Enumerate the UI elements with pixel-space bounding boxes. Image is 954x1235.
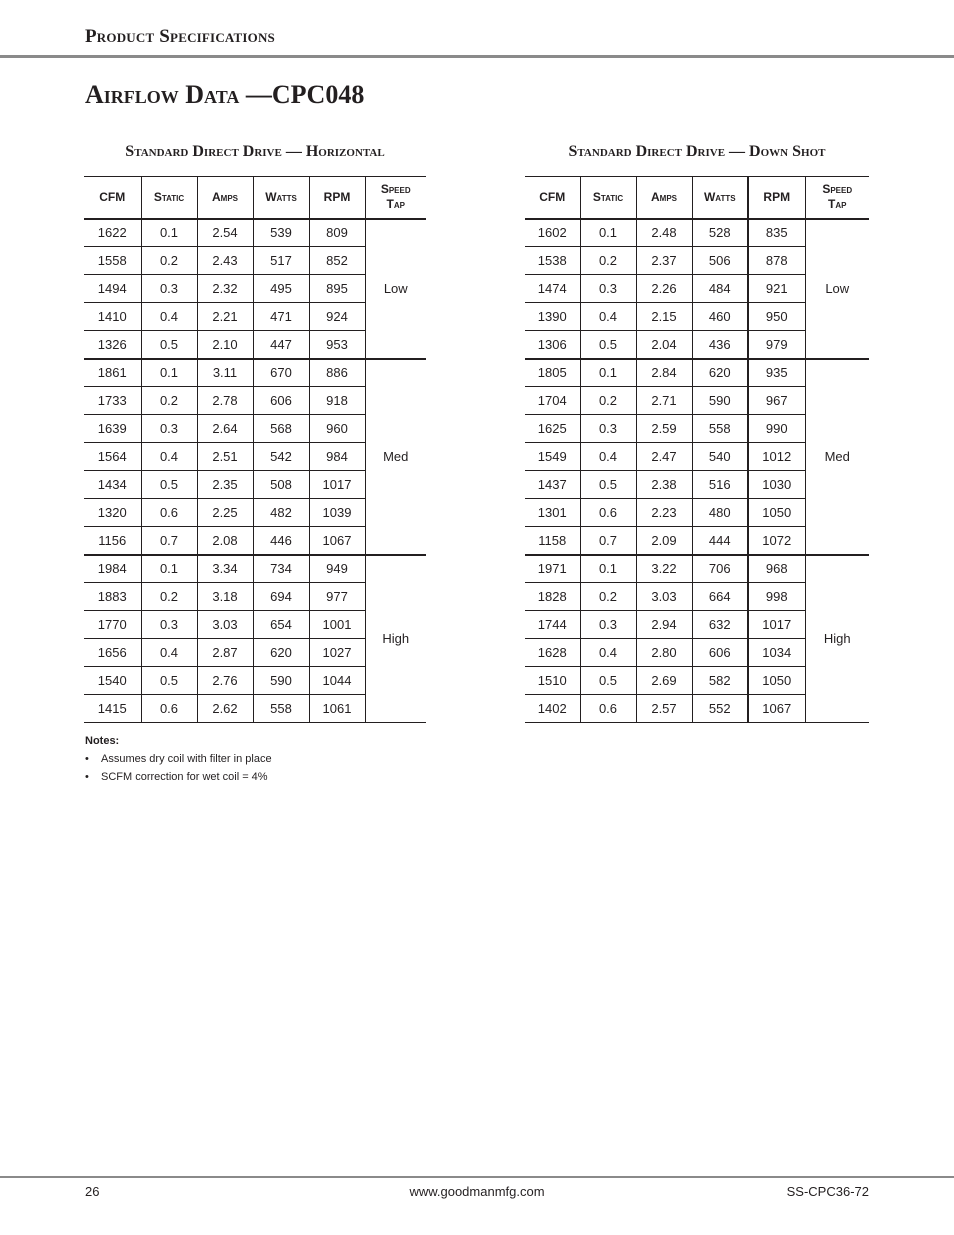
cell-watts: 606 bbox=[692, 639, 748, 667]
cell-watts: 444 bbox=[692, 527, 748, 555]
cell-amps: 2.48 bbox=[636, 219, 692, 247]
horizontal-table-title: Standard Direct Drive — Horizontal bbox=[125, 143, 385, 160]
cell-static: 0.3 bbox=[141, 415, 197, 443]
cell-watts: 508 bbox=[253, 471, 309, 499]
notes bbox=[85, 732, 272, 786]
cell-static: 0.2 bbox=[141, 387, 197, 415]
horizontal-table-body bbox=[84, 219, 426, 723]
cell-watts: 552 bbox=[692, 695, 748, 723]
cell-rpm: 977 bbox=[309, 583, 365, 611]
cell-cfm: 1744 bbox=[525, 611, 580, 639]
cell-watts: 734 bbox=[253, 555, 309, 583]
cell-rpm: 852 bbox=[309, 247, 365, 275]
cell-watts: 558 bbox=[692, 415, 748, 443]
cell-cfm: 1639 bbox=[84, 415, 141, 443]
bullet-icon: • bbox=[85, 771, 89, 783]
table-row bbox=[84, 219, 426, 247]
cell-rpm: 886 bbox=[309, 359, 365, 387]
header-speed-tap bbox=[805, 177, 869, 219]
cell-cfm: 1437 bbox=[525, 471, 580, 499]
cell-static: 0.3 bbox=[580, 275, 636, 303]
cell-rpm: 1017 bbox=[309, 471, 365, 499]
cell-rpm: 878 bbox=[748, 247, 805, 275]
cell-amps: 2.51 bbox=[197, 443, 253, 471]
cell-rpm: 1067 bbox=[748, 695, 805, 723]
cell-watts: 620 bbox=[692, 359, 748, 387]
header-speed-tap-label: Speed Tap bbox=[380, 182, 411, 212]
cell-rpm: 968 bbox=[748, 555, 805, 583]
cell-static: 0.3 bbox=[141, 611, 197, 639]
cell-rpm: 935 bbox=[748, 359, 805, 387]
cell-static: 0.4 bbox=[141, 303, 197, 331]
cell-rpm: 895 bbox=[309, 275, 365, 303]
cell-static: 0.3 bbox=[141, 275, 197, 303]
cell-amps: 2.09 bbox=[636, 527, 692, 555]
header-cfm: CFM bbox=[84, 177, 141, 219]
cell-cfm: 1828 bbox=[525, 583, 580, 611]
cell-rpm: 1030 bbox=[748, 471, 805, 499]
cell-cfm: 1564 bbox=[84, 443, 141, 471]
cell-amps: 2.71 bbox=[636, 387, 692, 415]
cell-watts: 590 bbox=[692, 387, 748, 415]
cell-cfm: 1733 bbox=[84, 387, 141, 415]
cell-cfm: 1402 bbox=[525, 695, 580, 723]
cell-amps: 3.34 bbox=[197, 555, 253, 583]
table-row bbox=[525, 219, 869, 247]
downshot-table-title: Standard Direct Drive — Down Shot bbox=[568, 143, 826, 160]
cell-static: 0.5 bbox=[141, 471, 197, 499]
cell-watts: 480 bbox=[692, 499, 748, 527]
cell-cfm: 1474 bbox=[525, 275, 580, 303]
cell-static: 0.1 bbox=[141, 219, 197, 247]
cell-rpm: 1050 bbox=[748, 499, 805, 527]
cell-static: 0.7 bbox=[141, 527, 197, 555]
cell-amps: 2.04 bbox=[636, 331, 692, 359]
cell-cfm: 1306 bbox=[525, 331, 580, 359]
cell-amps: 2.87 bbox=[197, 639, 253, 667]
cell-cfm: 1390 bbox=[525, 303, 580, 331]
note-item bbox=[85, 750, 272, 768]
header-watts: Watts bbox=[692, 177, 748, 219]
cell-speed-tap: Low bbox=[365, 219, 426, 359]
cell-cfm: 1549 bbox=[525, 443, 580, 471]
cell-static: 0.6 bbox=[141, 499, 197, 527]
cell-rpm: 835 bbox=[748, 219, 805, 247]
header-rpm: RPM bbox=[309, 177, 365, 219]
downshot-table-body bbox=[525, 219, 869, 723]
note-text: SCFM correction for wet coil = 4% bbox=[101, 771, 268, 783]
cell-amps: 2.59 bbox=[636, 415, 692, 443]
cell-watts: 558 bbox=[253, 695, 309, 723]
footer-divider bbox=[0, 1176, 954, 1178]
header-speed-tap bbox=[365, 177, 426, 219]
cell-cfm: 1861 bbox=[84, 359, 141, 387]
cell-watts: 590 bbox=[253, 667, 309, 695]
cell-speed-tap: Med bbox=[365, 359, 426, 555]
cell-static: 0.6 bbox=[580, 695, 636, 723]
cell-speed-tap: Med bbox=[805, 359, 869, 555]
cell-watts: 542 bbox=[253, 443, 309, 471]
cell-cfm: 1494 bbox=[84, 275, 141, 303]
cell-rpm: 1001 bbox=[309, 611, 365, 639]
table-row bbox=[84, 555, 426, 583]
cell-amps: 2.08 bbox=[197, 527, 253, 555]
cell-static: 0.4 bbox=[141, 639, 197, 667]
cell-amps: 2.80 bbox=[636, 639, 692, 667]
cell-static: 0.5 bbox=[141, 331, 197, 359]
cell-cfm: 1540 bbox=[84, 667, 141, 695]
cell-rpm: 1061 bbox=[309, 695, 365, 723]
cell-amps: 2.21 bbox=[197, 303, 253, 331]
cell-rpm: 1039 bbox=[309, 499, 365, 527]
cell-watts: 436 bbox=[692, 331, 748, 359]
cell-amps: 3.11 bbox=[197, 359, 253, 387]
cell-rpm: 1067 bbox=[309, 527, 365, 555]
note-text: Assumes dry coil with filter in place bbox=[101, 753, 272, 765]
cell-rpm: 1027 bbox=[309, 639, 365, 667]
cell-static: 0.2 bbox=[580, 387, 636, 415]
cell-cfm: 1415 bbox=[84, 695, 141, 723]
cell-amps: 2.78 bbox=[197, 387, 253, 415]
cell-watts: 506 bbox=[692, 247, 748, 275]
bullet-icon: • bbox=[85, 753, 89, 765]
header-speed-tap-label: Speed Tap bbox=[822, 182, 853, 212]
cell-watts: 517 bbox=[253, 247, 309, 275]
cell-static: 0.1 bbox=[580, 555, 636, 583]
cell-speed-tap: Low bbox=[805, 219, 869, 359]
header-static: Static bbox=[141, 177, 197, 219]
cell-rpm: 921 bbox=[748, 275, 805, 303]
cell-rpm: 967 bbox=[748, 387, 805, 415]
cell-rpm: 1034 bbox=[748, 639, 805, 667]
cell-amps: 3.03 bbox=[197, 611, 253, 639]
cell-static: 0.4 bbox=[141, 443, 197, 471]
cell-amps: 2.57 bbox=[636, 695, 692, 723]
cell-amps: 2.35 bbox=[197, 471, 253, 499]
cell-amps: 2.76 bbox=[197, 667, 253, 695]
cell-watts: 482 bbox=[253, 499, 309, 527]
header-title: Product Specifications bbox=[85, 26, 275, 47]
cell-static: 0.7 bbox=[580, 527, 636, 555]
header-amps: Amps bbox=[197, 177, 253, 219]
cell-rpm: 809 bbox=[309, 219, 365, 247]
cell-static: 0.1 bbox=[580, 359, 636, 387]
cell-cfm: 1704 bbox=[525, 387, 580, 415]
cell-static: 0.2 bbox=[141, 583, 197, 611]
cell-amps: 2.43 bbox=[197, 247, 253, 275]
cell-rpm: 960 bbox=[309, 415, 365, 443]
cell-cfm: 1301 bbox=[525, 499, 580, 527]
cell-static: 0.1 bbox=[580, 219, 636, 247]
header-static: Static bbox=[580, 177, 636, 219]
cell-static: 0.2 bbox=[141, 247, 197, 275]
cell-static: 0.2 bbox=[580, 583, 636, 611]
cell-cfm: 1971 bbox=[525, 555, 580, 583]
cell-watts: 568 bbox=[253, 415, 309, 443]
cell-amps: 3.18 bbox=[197, 583, 253, 611]
cell-amps: 3.03 bbox=[636, 583, 692, 611]
cell-cfm: 1156 bbox=[84, 527, 141, 555]
cell-watts: 539 bbox=[253, 219, 309, 247]
cell-rpm: 950 bbox=[748, 303, 805, 331]
cell-rpm: 1050 bbox=[748, 667, 805, 695]
page-title: Airflow Data —CPC048 bbox=[85, 80, 365, 109]
notes-heading: Notes: bbox=[85, 735, 120, 747]
cell-amps: 2.94 bbox=[636, 611, 692, 639]
cell-watts: 606 bbox=[253, 387, 309, 415]
cell-cfm: 1984 bbox=[84, 555, 141, 583]
cell-static: 0.3 bbox=[580, 611, 636, 639]
cell-watts: 664 bbox=[692, 583, 748, 611]
table-header-row bbox=[84, 177, 426, 219]
cell-speed-tap: High bbox=[365, 555, 426, 723]
cell-amps: 2.54 bbox=[197, 219, 253, 247]
cell-amps: 2.64 bbox=[197, 415, 253, 443]
cell-watts: 582 bbox=[692, 667, 748, 695]
cell-rpm: 979 bbox=[748, 331, 805, 359]
horizontal-airflow-table bbox=[84, 176, 426, 723]
cell-static: 0.3 bbox=[580, 415, 636, 443]
cell-static: 0.2 bbox=[580, 247, 636, 275]
cell-watts: 471 bbox=[253, 303, 309, 331]
cell-rpm: 953 bbox=[309, 331, 365, 359]
cell-watts: 495 bbox=[253, 275, 309, 303]
cell-static: 0.1 bbox=[141, 359, 197, 387]
cell-static: 0.6 bbox=[141, 695, 197, 723]
cell-amps: 2.47 bbox=[636, 443, 692, 471]
cell-cfm: 1628 bbox=[525, 639, 580, 667]
cell-rpm: 1072 bbox=[748, 527, 805, 555]
cell-cfm: 1320 bbox=[84, 499, 141, 527]
cell-watts: 620 bbox=[253, 639, 309, 667]
downshot-airflow-table bbox=[525, 176, 869, 723]
website-url: www.goodmanmfg.com bbox=[409, 1184, 545, 1199]
cell-static: 0.6 bbox=[580, 499, 636, 527]
cell-amps: 2.38 bbox=[636, 471, 692, 499]
cell-watts: 670 bbox=[253, 359, 309, 387]
notes-list bbox=[85, 750, 272, 786]
cell-static: 0.5 bbox=[580, 331, 636, 359]
cell-static: 0.5 bbox=[580, 471, 636, 499]
cell-watts: 632 bbox=[692, 611, 748, 639]
cell-cfm: 1656 bbox=[84, 639, 141, 667]
cell-cfm: 1805 bbox=[525, 359, 580, 387]
cell-cfm: 1158 bbox=[525, 527, 580, 555]
cell-amps: 2.32 bbox=[197, 275, 253, 303]
cell-cfm: 1510 bbox=[525, 667, 580, 695]
cell-static: 0.5 bbox=[141, 667, 197, 695]
cell-static: 0.4 bbox=[580, 443, 636, 471]
cell-cfm: 1434 bbox=[84, 471, 141, 499]
table-header-row bbox=[525, 177, 869, 219]
cell-watts: 446 bbox=[253, 527, 309, 555]
cell-cfm: 1770 bbox=[84, 611, 141, 639]
cell-watts: 460 bbox=[692, 303, 748, 331]
cell-cfm: 1410 bbox=[84, 303, 141, 331]
cell-rpm: 1012 bbox=[748, 443, 805, 471]
cell-amps: 2.62 bbox=[197, 695, 253, 723]
cell-speed-tap: High bbox=[805, 555, 869, 723]
cell-cfm: 1625 bbox=[525, 415, 580, 443]
cell-amps: 2.23 bbox=[636, 499, 692, 527]
cell-amps: 2.84 bbox=[636, 359, 692, 387]
cell-watts: 447 bbox=[253, 331, 309, 359]
cell-static: 0.1 bbox=[141, 555, 197, 583]
cell-cfm: 1538 bbox=[525, 247, 580, 275]
cell-rpm: 1044 bbox=[309, 667, 365, 695]
cell-amps: 2.15 bbox=[636, 303, 692, 331]
cell-watts: 540 bbox=[692, 443, 748, 471]
cell-cfm: 1558 bbox=[84, 247, 141, 275]
header-watts: Watts bbox=[253, 177, 309, 219]
cell-amps: 2.26 bbox=[636, 275, 692, 303]
header-rpm: RPM bbox=[748, 177, 805, 219]
cell-amps: 2.25 bbox=[197, 499, 253, 527]
cell-cfm: 1326 bbox=[84, 331, 141, 359]
cell-amps: 2.69 bbox=[636, 667, 692, 695]
header-divider bbox=[0, 55, 954, 58]
downshot-table-block bbox=[525, 140, 869, 723]
table-row bbox=[525, 359, 869, 387]
cell-watts: 654 bbox=[253, 611, 309, 639]
cell-amps: 2.37 bbox=[636, 247, 692, 275]
note-item bbox=[85, 768, 272, 786]
cell-watts: 694 bbox=[253, 583, 309, 611]
cell-static: 0.4 bbox=[580, 639, 636, 667]
cell-watts: 484 bbox=[692, 275, 748, 303]
cell-rpm: 998 bbox=[748, 583, 805, 611]
table-row bbox=[525, 555, 869, 583]
cell-cfm: 1622 bbox=[84, 219, 141, 247]
cell-cfm: 1602 bbox=[525, 219, 580, 247]
cell-rpm: 990 bbox=[748, 415, 805, 443]
cell-static: 0.4 bbox=[580, 303, 636, 331]
cell-rpm: 949 bbox=[309, 555, 365, 583]
cell-amps: 2.10 bbox=[197, 331, 253, 359]
cell-rpm: 918 bbox=[309, 387, 365, 415]
cell-watts: 516 bbox=[692, 471, 748, 499]
cell-cfm: 1883 bbox=[84, 583, 141, 611]
cell-rpm: 924 bbox=[309, 303, 365, 331]
header-amps: Amps bbox=[636, 177, 692, 219]
cell-rpm: 1017 bbox=[748, 611, 805, 639]
cell-watts: 706 bbox=[692, 555, 748, 583]
cell-watts: 528 bbox=[692, 219, 748, 247]
cell-static: 0.5 bbox=[580, 667, 636, 695]
page-number: 26 bbox=[85, 1184, 100, 1199]
cell-rpm: 984 bbox=[309, 443, 365, 471]
header-cfm: CFM bbox=[525, 177, 580, 219]
table-row bbox=[84, 359, 426, 387]
document-code: SS-CPC36-72 bbox=[786, 1184, 869, 1199]
cell-amps: 3.22 bbox=[636, 555, 692, 583]
horizontal-table-block bbox=[84, 140, 426, 723]
